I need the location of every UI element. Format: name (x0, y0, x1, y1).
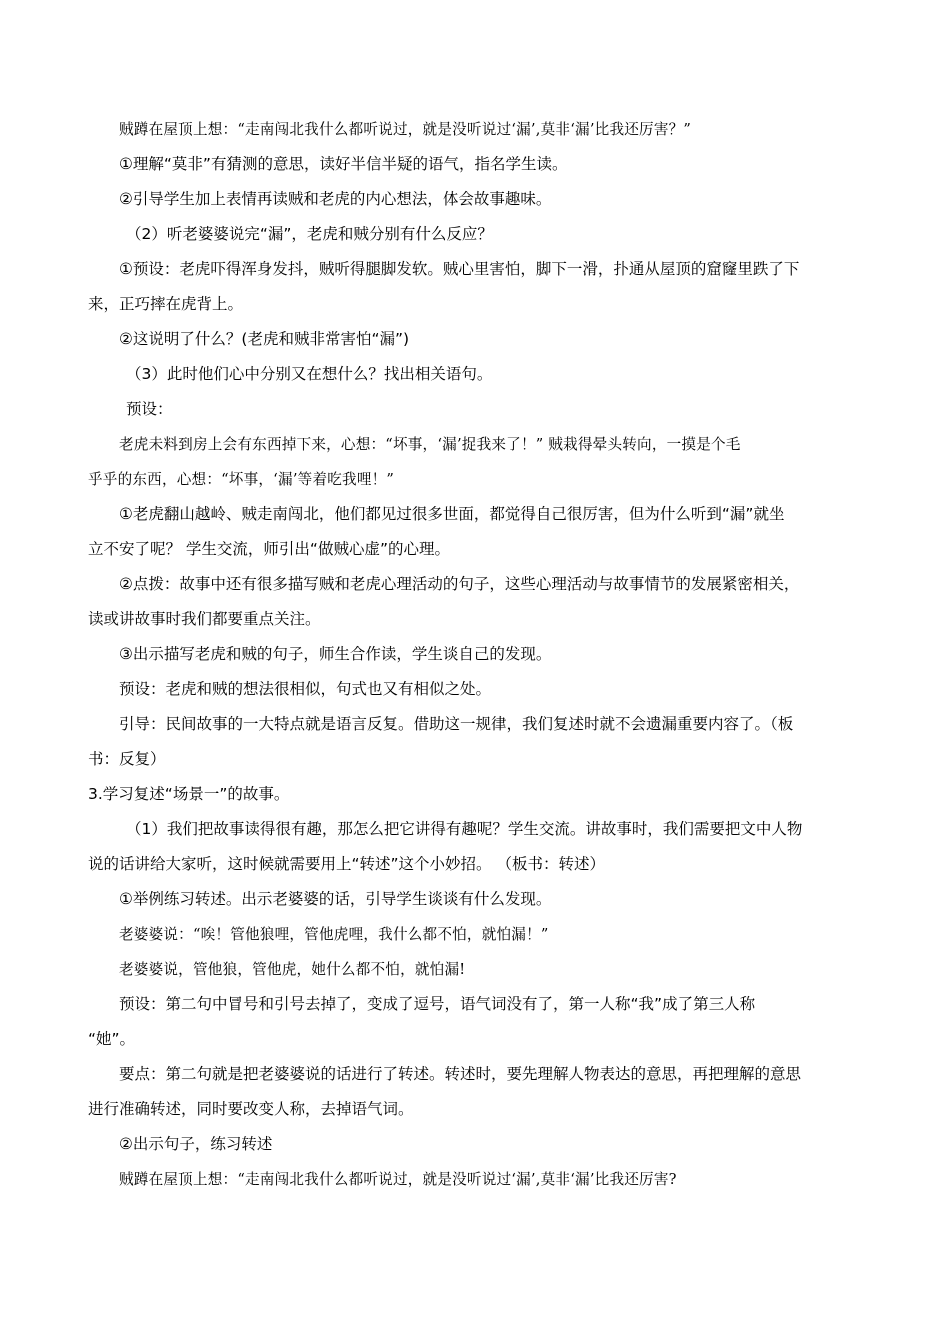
paragraph-line: 贼蹲在屋顶上想：“走南闯北我什么都听说过，就是没听说过‘漏’,莫非‘漏’比我还厉害? (119, 1171, 677, 1188)
paragraph-line: （2）听老婆婆说完“漏”，老虎和贼分别有什么反应？ (126, 225, 493, 243)
paragraph-line: 进行准确转述，同时要改变人称，去掉语气词。 (88, 1100, 414, 1118)
paragraph-line: 书：反复） (88, 750, 166, 768)
paragraph-line: 说的话讲给大家听，这时候就需要用上“转述”这个小妙招。 （板书：转述） (88, 855, 605, 873)
paragraph-line: “她”。 (88, 1030, 136, 1048)
paragraph-line: ①理解“莫非”有猜测的意思，读好半信半疑的语气，指名学生读。 (119, 155, 568, 173)
paragraph-line: ③出示描写老虎和贼的句子，师生合作读，学生谈自己的发现。 (119, 645, 552, 663)
paragraph-line: 老虎未料到房上会有东西掉下来，心想：“坏事，‘漏’捉我来了！” 贼栽得晕头转向，一摸是个毛 (119, 436, 741, 453)
paragraph-line: 读或讲故事时我们都要重点关注。 (88, 610, 321, 628)
paragraph-line: 预设： (126, 400, 173, 418)
paragraph-line: 要点：第二句就是把老婆婆说的话进行了转述。转述时，要先理解人物表达的意思，再把理解的意思 (119, 1065, 802, 1083)
paragraph-line: 老婆婆说，管他狼，管他虎，她什么都不怕，就怕漏! (119, 961, 466, 978)
paragraph-line: 来，正巧摔在虎背上。 (88, 295, 244, 313)
paragraph-line: 贼蹲在屋顶上想：“走南闯北我什么都听说过，就是没听说过‘漏’,莫非‘漏’比我还厉害？” (119, 121, 692, 138)
paragraph-line: 立不安了呢？ 学生交流，师引出“做贼心虚”的心理。 (88, 540, 450, 558)
paragraph-line: 引导：民间故事的一大特点就是语言反复。借助这一规律，我们复述时就不会遗漏重要内容了。（板 (119, 715, 794, 733)
document-body (88, 112, 866, 1197)
paragraph-line: （1）我们把故事读得很有趣，那怎么把它讲得有趣呢？学生交流。讲故事时，我们需要把文中人物 (126, 820, 803, 838)
paragraph-line: ②引导学生加上表情再读贼和老虎的内心想法，体会故事趣味。 (119, 190, 552, 208)
paragraph-line: ②出示句子，练习转述 (119, 1135, 273, 1153)
paragraph-line: 老婆婆说：“唉！管他狼哩，管他虎哩，我什么都不怕，就怕漏！” (119, 926, 549, 943)
paragraph-line: ①举例练习转述。出示老婆婆的话，引导学生谈谈有什么发现。 (119, 890, 552, 908)
paragraph-line: 3.学习复述“场景一”的故事。 (88, 785, 290, 803)
paragraph-line: 预设：老虎和贼的想法很相似，句式也又有相似之处。 (119, 680, 492, 698)
paragraph-line: ①预设：老虎吓得浑身发抖，贼听得腿脚发软。贼心里害怕，脚下一滑，扑通从屋顶的窟窿里跌了下 (119, 260, 800, 278)
paragraph-line: （3）此时他们心中分别又在想什么？找出相关语句。 (126, 365, 493, 383)
paragraph-line: ①老虎翻山越岭、贼走南闯北，他们都见过很多世面，都觉得自己很厉害，但为什么听到“漏”就坐 (119, 505, 785, 523)
paragraph-line: ②这说明了什么？(老虎和贼非常害怕“漏”) (119, 330, 410, 348)
paragraph-line: 预设：第二句中冒号和引号去掉了，变成了逗号，语气词没有了，第一人称“我”成了第三人称 (119, 995, 756, 1013)
paragraph-line: ②点拨：故事中还有很多描写贼和老虎心理活动的句子，这些心理活动与故事情节的发展紧密相关， (119, 575, 800, 593)
paragraph-line: 乎乎的东西，心想：“坏事，‘漏’等着吃我哩！” (88, 471, 395, 488)
